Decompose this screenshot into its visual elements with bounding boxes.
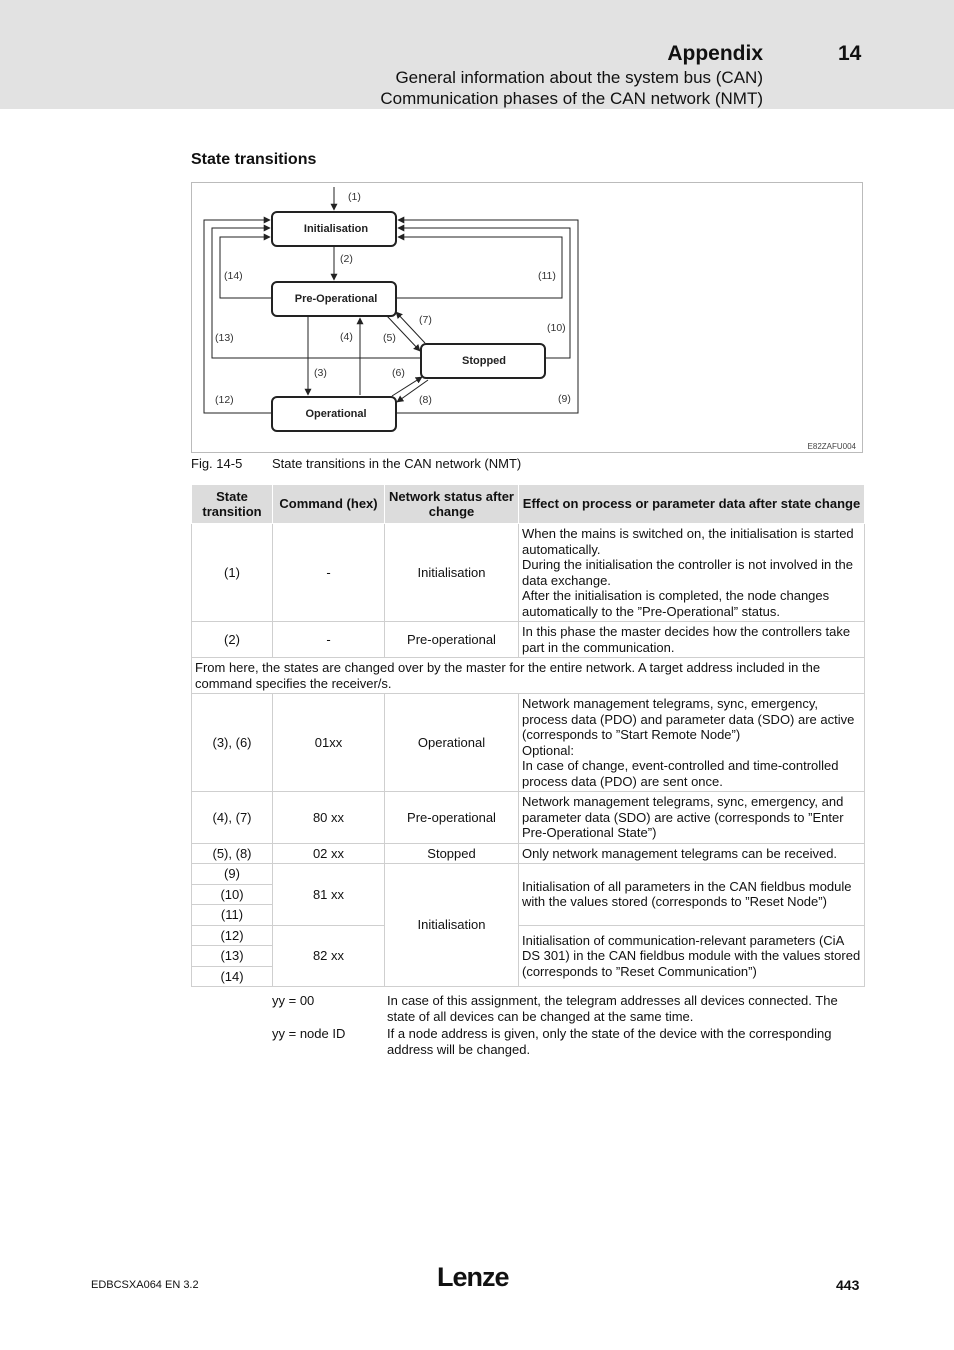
chapter-number: 14 — [838, 42, 862, 65]
cell-status: Stopped — [385, 843, 519, 864]
cell-transition: (3), (6) — [192, 694, 273, 792]
state-label-pre-operational: Pre-Operational — [294, 293, 378, 305]
note-key: yy = node ID — [272, 1026, 346, 1041]
note-row — [272, 1026, 865, 1057]
section-title: State transitions — [191, 151, 317, 168]
figure-caption — [191, 456, 521, 471]
arrow-14 — [220, 237, 272, 298]
effect-line: During the initialisation the controller is not involved in the data exchange. — [522, 557, 853, 588]
cell-transition: (4), (7) — [192, 792, 273, 844]
cell-effect: Only network management telegrams can be received. — [519, 843, 865, 864]
table-row — [192, 925, 865, 946]
column-header-status: Network status after change — [385, 485, 519, 524]
transition-label-7: (7) — [419, 314, 432, 326]
cell-transition: (12) — [192, 925, 273, 946]
cell-command: - — [273, 524, 385, 622]
note-value: If a node address is given, only the state of the device with the corresponding address will be changed. — [387, 1026, 832, 1057]
state-label-initialisation: Initialisation — [303, 223, 369, 235]
state-label-operational: Operational — [305, 408, 367, 420]
cell-effect: Initialisation of all parameters in the CAN fieldbus module with the values stored (corresponds to ”Reset Node”) — [519, 864, 865, 926]
column-header-transition: State transition — [192, 485, 273, 524]
notes — [272, 993, 865, 1059]
figure-label: Fig. 14-5 — [191, 456, 243, 471]
state-diagram — [191, 182, 863, 453]
transition-label-8: (8) — [419, 394, 432, 406]
transition-label-4: (4) — [340, 331, 353, 343]
cell-command: 80 xx — [273, 792, 385, 844]
lenze-logo: Lenze — [437, 1262, 509, 1292]
transition-label-2: (2) — [340, 253, 353, 265]
header-subtitle-1: General information about the system bus (CAN) — [395, 68, 763, 87]
state-diagram-frame — [191, 182, 863, 453]
cell-effect — [519, 524, 865, 622]
table-row — [192, 694, 865, 792]
cell-command: 02 xx — [273, 843, 385, 864]
table-row — [192, 792, 865, 844]
effect-line: Optional: — [522, 742, 575, 758]
effect-line: Network management telegrams, sync, emergency, process data (PDO) and parameter data (SDO) are active (corresponds to ”Start Remote Node”) — [522, 696, 855, 742]
state-transition-table — [191, 484, 865, 987]
cell-effect — [519, 694, 865, 792]
cell-transition: (9) — [192, 864, 273, 885]
transition-label-3: (3) — [314, 367, 327, 379]
cell-effect: In this phase the master decides how the controllers take part in the communication. — [519, 622, 865, 658]
effect-line: When the mains is switched on, the initialisation is started automatically. — [522, 526, 854, 557]
cell-transition: (14) — [192, 966, 273, 987]
arrow-11 — [396, 237, 562, 298]
cell-command: 82 xx — [273, 925, 385, 987]
cell-transition: (10) — [192, 884, 273, 905]
transition-label-6: (6) — [392, 367, 405, 379]
cell-transition: (11) — [192, 905, 273, 926]
cell-transition: (2) — [192, 622, 273, 658]
footer-document-id: EDBCSXA064 EN 3.2 — [91, 1279, 199, 1291]
cell-span-note: From here, the states are changed over by the master for the entire network. A target address included in the command specifies the receiver/s. — [192, 658, 865, 694]
column-header-command: Command (hex) — [273, 485, 385, 524]
transition-label-10: (10) — [547, 322, 566, 334]
transition-label-14: (14) — [224, 270, 243, 282]
page-number: 443 — [836, 1277, 860, 1293]
header-title: Appendix — [667, 42, 763, 65]
table-row-span — [192, 658, 865, 694]
transition-label-12: (12) — [215, 394, 234, 406]
cell-transition: (1) — [192, 524, 273, 622]
transition-label-9: (9) — [558, 393, 571, 405]
cell-status: Pre-operational — [385, 622, 519, 658]
table-row — [192, 524, 865, 622]
cell-transition: (13) — [192, 946, 273, 967]
arrow-12 — [204, 220, 272, 413]
page-header — [0, 0, 954, 109]
cell-effect: Network management telegrams, sync, emergency, and parameter data (SDO) are active (corresponds to ”Enter Pre-Operational State”) — [519, 792, 865, 844]
cell-effect: Initialisation of communication-relevant parameters (CiA DS 301) in the CAN fieldbus module with the values stored (corresponds to ”Reset Communication”) — [519, 925, 865, 987]
cell-status: Initialisation — [385, 524, 519, 622]
transition-label-5: (5) — [383, 332, 396, 344]
table-header-row — [192, 485, 865, 524]
table-row — [192, 843, 865, 864]
figure-caption-text: State transitions in the CAN network (NMT) — [272, 456, 522, 471]
transition-label-11: (11) — [538, 270, 556, 282]
transition-label-13: (13) — [215, 332, 234, 344]
note-row — [272, 993, 865, 1024]
cell-status: Operational — [385, 694, 519, 792]
effect-line: After the initialisation is completed, the node changes automatically to the ”Pre-Operational” status. — [522, 588, 830, 619]
arrow-6 — [392, 377, 422, 396]
table-row — [192, 622, 865, 658]
cell-status: Pre-operational — [385, 792, 519, 844]
arrow-10 — [398, 228, 570, 358]
column-header-effect: Effect on process or parameter data after state change — [519, 485, 865, 524]
figure-code: E82ZAFU004 — [807, 442, 856, 451]
effect-line: In case of change, event-controlled and time-controlled process data (PDO) are sent once. — [522, 758, 839, 789]
note-key: yy = 00 — [272, 993, 315, 1008]
cell-command: - — [273, 622, 385, 658]
transition-label-1: (1) — [348, 191, 361, 203]
state-label-stopped: Stopped — [462, 355, 506, 367]
cell-status: Initialisation — [385, 864, 519, 987]
table-row — [192, 864, 865, 885]
header-subtitle-2: Communication phases of the CAN network (NMT) — [380, 89, 763, 108]
cell-command: 81 xx — [273, 864, 385, 926]
note-value: In case of this assignment, the telegram addresses all devices connected. The state of all devices can be changed at the same time. — [387, 993, 838, 1024]
cell-transition: (5), (8) — [192, 843, 273, 864]
cell-command: 01xx — [273, 694, 385, 792]
